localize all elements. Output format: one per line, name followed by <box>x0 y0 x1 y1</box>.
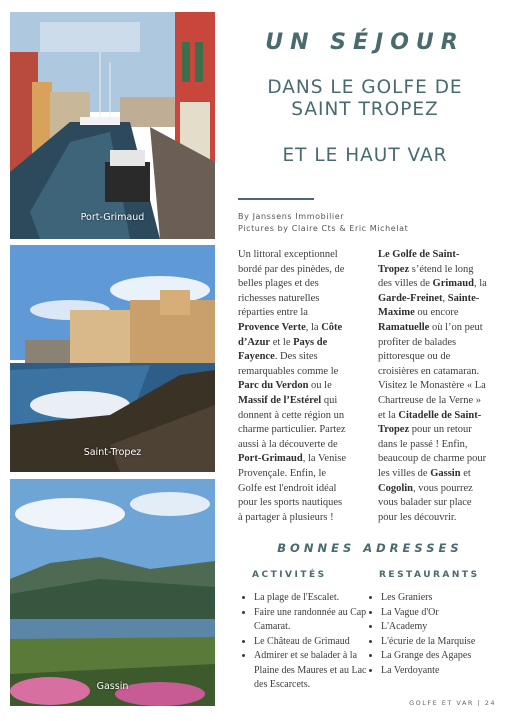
place-name: Le Golfe de Saint-Tropez <box>378 249 460 275</box>
place-name: Pays de Fayence <box>238 336 328 363</box>
list-item: • La plage de l'Escalet. <box>254 591 372 606</box>
text: , vous pourrez vous balader sur place pour les découvrir. <box>378 482 473 523</box>
byline-author: By Janssens Immobilier <box>238 212 345 221</box>
title-golfe-line2: SAINT TROPEZ <box>291 99 439 120</box>
byline <box>238 211 498 235</box>
bonnes-adresses-heading: BONNES ADRESSES <box>277 541 463 555</box>
caption-saint-tropez: Saint-Tropez <box>83 447 142 458</box>
text: et <box>460 467 471 479</box>
title-haut-var: ET LE HAUT VAR <box>282 145 448 166</box>
list-item: • Admirer et se balader à la Plaine des Maures et au Lac des Escarcets. <box>254 649 372 693</box>
list-item: • La Verdoyante <box>381 664 510 679</box>
text: pour un retour dans le passé ! Enfin, beaucoup de charme pour les villes de <box>378 424 487 479</box>
activites-heading: ACTIVITÉS <box>252 570 327 580</box>
list-item: • Faire une randonnée au Cap Camarat. <box>254 606 372 635</box>
list-item: • Les Graniers <box>381 591 510 606</box>
title-un-sejour: UN SÉJOUR <box>265 30 465 55</box>
restaurants-heading: RESTAURANTS <box>379 570 480 580</box>
text: ou le <box>308 380 332 392</box>
photo-saint-tropez <box>10 245 215 472</box>
photo-port-grimaud <box>10 12 215 239</box>
list-item: • L'Academy <box>381 620 510 635</box>
byline-photos: Pictures by Claire Cts & Eric Michelat <box>238 224 409 233</box>
place-name: Gassin <box>430 467 461 479</box>
text: et le <box>270 336 294 348</box>
article-column-2 <box>378 248 488 525</box>
text: , la <box>305 321 322 333</box>
text: , la Venise Provençale. Enfin, le Golfe est l'endroit idéal pour les sports nautiques à partager à plusieurs ! <box>238 453 347 523</box>
place-name: Massif de l’Estérel <box>238 394 322 406</box>
caption-gassin: Gassin <box>96 681 129 692</box>
title-golfe <box>230 77 500 121</box>
place-name: Citadelle de Saint-Tropez <box>378 409 482 436</box>
place-name: Port-Grimaud <box>238 453 303 465</box>
activites-list <box>240 591 372 693</box>
place-name: Sainte-Maxime <box>378 292 480 319</box>
text: ou encore <box>414 307 459 319</box>
place-name: Parc du Verdon <box>238 380 309 392</box>
text: Un littoral exceptionnel bordé par des pinèdes, de belles plages et des richesses naturelles réparties entre la <box>238 249 345 319</box>
place-name: Cogolin <box>378 482 414 494</box>
list-item: • Le Château de Grimaud <box>254 635 372 650</box>
list-item: • L'écurie de la Marquise <box>381 635 510 650</box>
text: , <box>442 292 448 304</box>
page-footer: GOLFE ET VAR | 24 <box>409 699 496 707</box>
place-name: Côte d’Azur <box>238 321 343 348</box>
list-item: • La Vague d'Or <box>381 606 510 621</box>
text: , la <box>473 278 487 290</box>
article-column-1 <box>238 248 348 525</box>
text: s’étend le long des villes de <box>378 263 474 290</box>
place-name: Grimaud <box>432 278 474 290</box>
text: . Des sites remarquables comme le <box>238 351 339 377</box>
place-name: Ramatuelle <box>378 321 430 333</box>
title-golfe-line1: DANS LE GOLFE DE <box>267 77 463 98</box>
text: qui donnent à cette région un charme particulier. Partez aussi à la découverte de <box>238 394 346 450</box>
photo-gassin <box>10 479 215 706</box>
place-name: Provence Verte <box>238 321 306 333</box>
list-item: • La Grange des Agapes <box>381 649 510 664</box>
title-divider <box>238 198 314 200</box>
caption-port-grimaud: Port-Grimaud <box>80 212 145 223</box>
restaurants-list <box>367 591 510 678</box>
text: où l’on peut profiter de balades pittoresque ou de croisières en catamaran. Visitez le Monastère « La Chartreuse de la Verne » et la <box>378 321 486 421</box>
place-name: Garde-Freinet <box>378 292 443 304</box>
